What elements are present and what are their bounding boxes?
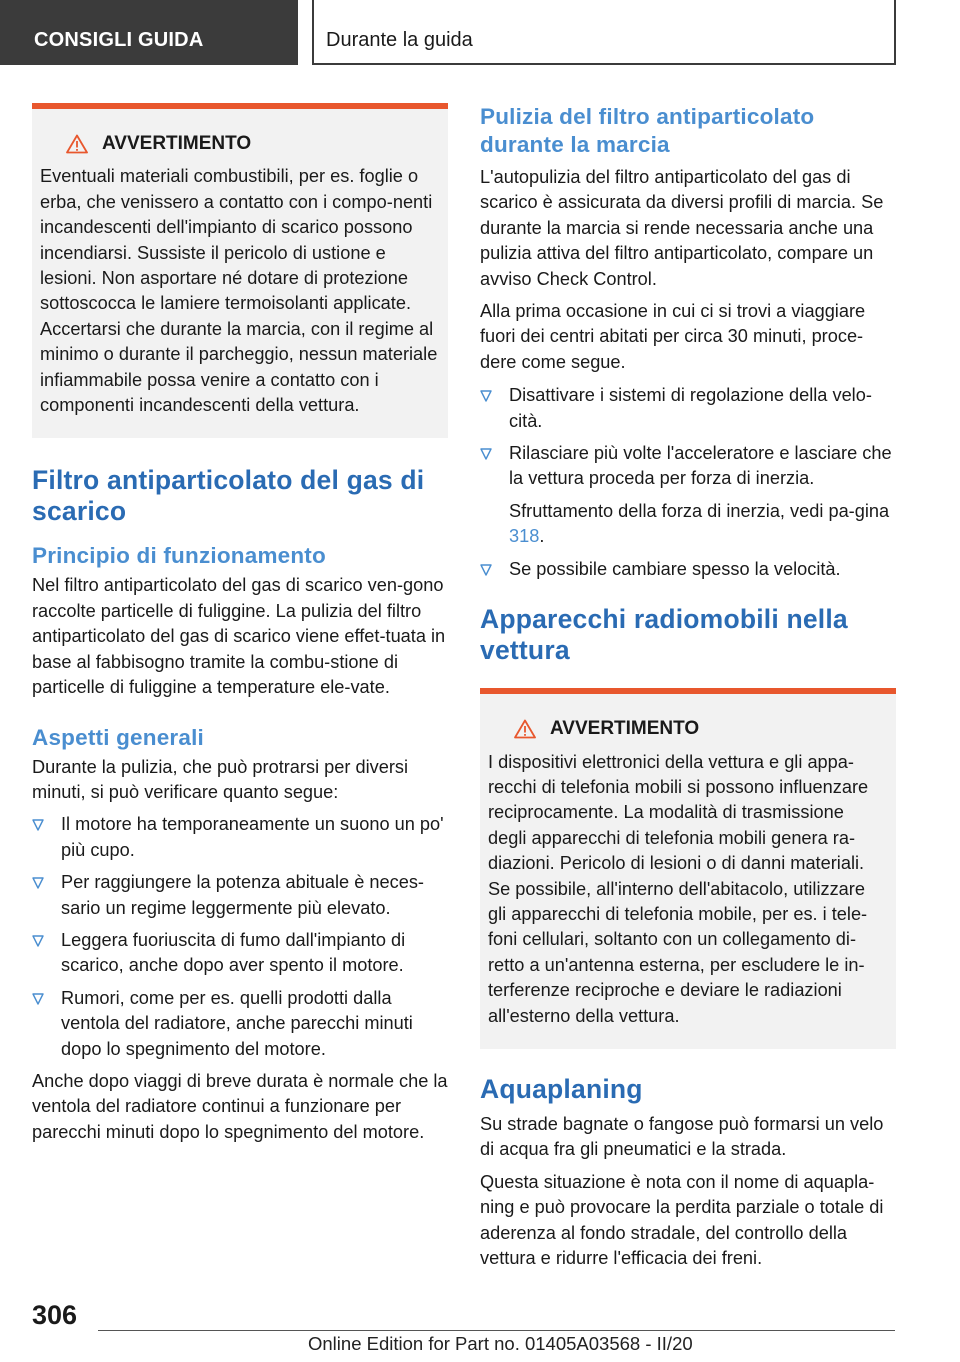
subheading-principle: Principio di funzionamento — [32, 543, 326, 569]
warning-label: AVVERTIMENTO — [550, 718, 700, 740]
triangle-bullet-icon — [480, 564, 492, 576]
edition-note: Online Edition for Part no. 01405A03568 - II/20 — [308, 1333, 693, 1354]
cleaning-list — [480, 383, 896, 582]
warning-header — [514, 716, 886, 741]
section-heading-radio: Apparecchi radiomobili nella vettura — [480, 604, 848, 666]
triangle-bullet-icon — [480, 448, 492, 460]
list-item: Se possibile cambiare spesso la velocità. — [480, 557, 896, 582]
cleaning-text-1: L'autopulizia del filtro antiparticolato del gas di scarico è assicurata da diversi profili di marcia. Se durante la marcia si rende necessaria anche una pulizia attiva del filtro antiparticolato, compare un avviso Check Control. — [480, 167, 884, 289]
page-header — [0, 0, 960, 66]
page-number: 306 — [32, 1300, 78, 1330]
list-item: Rilasciare più volte l'acceleratore e lasciare che la vettura proceda per forza di inerzia. Sfruttamento della forza di inerzia, vedi pa‐gina 318. — [480, 441, 896, 550]
section-tab: CONSIGLI GUIDA — [0, 0, 298, 65]
warning-label: AVVERTIMENTO — [102, 133, 252, 154]
general-list — [32, 812, 448, 1062]
cross-reference: Sfruttamento della forza di inerzia, vedi pa‐gina 318. — [509, 500, 890, 547]
warning-box-radio — [480, 688, 896, 1049]
triangle-bullet-icon — [32, 877, 44, 889]
chapter-title: Durante la guida — [312, 0, 896, 65]
aquaplaning-text-2: Questa situazione è nota con il nome di aquapla‐ning e può provocare la perdita parziale o totale di aderenza al fondo stradale, del controllo della vettura e ridurre l'efficacia dei freni. — [480, 1171, 884, 1268]
list-item: Disattivare i sistemi di regolazione della velo‐cità. — [480, 383, 896, 434]
section-heading-aquaplaning: Aquaplaning — [480, 1073, 643, 1104]
warning-text: Eventuali materiali combustibili, per es. foglie o erba, che venissero a contatto con i compo‐nenti incandescenti dell'impianto di scarico possono incendiarsi. Sussiste il pericolo di ustione e lesioni. Non asportare né dotare di protezione sottoscocca le lamiere termoisolanti applicate. Accertarsi che durante la marcia, con il regime al minimo o durante il parcheggio, nessun materiale infiammabile possa venire a contatto con i componenti incandescenti della vettura. — [40, 166, 438, 416]
warning-box — [32, 103, 448, 438]
list-item: Il motore ha temporaneamente un suono un po' più cupo. — [32, 812, 448, 863]
right-column — [480, 103, 896, 1271]
triangle-bullet-icon — [480, 390, 492, 402]
subheading-general: Aspetti generali — [32, 724, 204, 750]
general-outro: Anche dopo viaggi di breve durata è normale che la ventola del radiatore continui a funzionare per parecchi minuti dopo lo spegnimento del motore. — [32, 1070, 448, 1142]
triangle-bullet-icon — [32, 819, 44, 831]
section-heading-filter: Filtro antiparticolato del gas di scarico — [32, 465, 425, 527]
page-link-318[interactable]: 318 — [509, 526, 540, 547]
aquaplaning-text-1: Su strade bagnate o fangose può formarsi un velo di acqua fra gli pneumatici e la strada. — [480, 1113, 884, 1160]
cleaning-text-2: Alla prima occasione in cui ci si trovi a viaggiare fuori dei centri abitati per circa 30 minuti, proce‐dere come segue. — [480, 301, 866, 372]
list-item: Leggera fuoriuscita di fumo dall'impianto di scarico, anche dopo aver spento il motore. — [32, 928, 448, 979]
list-item: Rumori, come per es. quelli prodotti dalla ventola del radiatore, anche parecchi minuti dopo lo spegnimento del motore. — [32, 986, 448, 1062]
warning-triangle-icon — [66, 134, 88, 154]
footer-divider — [98, 1330, 895, 1331]
warning-triangle-icon — [514, 719, 536, 739]
triangle-bullet-icon — [32, 993, 44, 1005]
subheading-cleaning: Pulizia del filtro antiparticolato durante la marcia — [480, 104, 815, 157]
general-intro: Durante la pulizia, che può protrarsi per diversi minuti, si può verificare quanto segue: — [32, 756, 409, 802]
warning-header — [66, 131, 438, 156]
warning-text: I dispositivi elettronici della vettura e gli appa‐recchi di telefonia mobili si possono influenzare reciprocamente. La modalità di trasmissione degli apparecchi di telefonia mobili genera ra‐diazioni. Pericolo di lesioni o di danni materiali. Se possibile, all'interno dell'abitacolo, utilizzare gli apparecchi di telefonia mobile, per es. i tele‐foni cellulari, soltanto con un collegamento di‐retto a un'antenna esterna, per escludere le in‐terferenze reciproche e deviare le radiazioni all'esterno della vettura. — [488, 751, 869, 1026]
list-item: Per raggiungere la potenza abituale è neces‐sario un regime leggermente più elevato. — [32, 870, 448, 921]
triangle-bullet-icon — [32, 935, 44, 947]
left-column — [32, 103, 448, 1145]
principle-text: Nel filtro antiparticolato del gas di scarico ven‐gono raccolte particelle di fuliggine. La pulizia del filtro antiparticolato del gas di scarico viene effet‐tuata in base al fabbisogno tramite la combu‐stione di particelle di fuliggine a temperature ele‐vate. — [32, 575, 446, 698]
